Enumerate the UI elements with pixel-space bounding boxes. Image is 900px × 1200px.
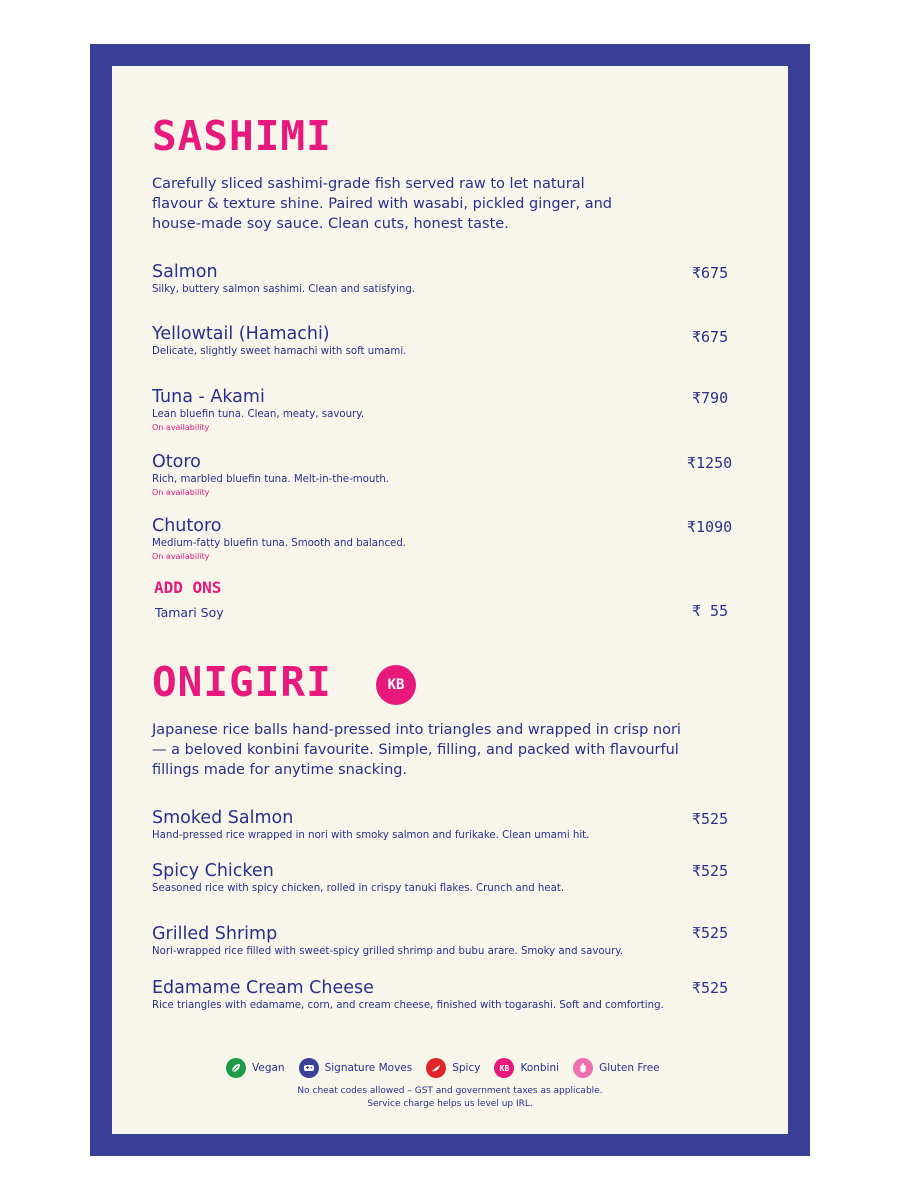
- item-price: ₹525: [692, 862, 729, 880]
- item-name: Salmon: [152, 262, 218, 282]
- menu-item: [152, 324, 742, 359]
- addon-price: ₹ 55: [692, 602, 729, 620]
- leaf-icon: [226, 1058, 246, 1078]
- item-name: Tuna - Akami: [152, 387, 265, 407]
- menu-item: [152, 452, 742, 498]
- menu-item: [152, 262, 742, 297]
- item-name: Grilled Shrimp: [152, 924, 278, 944]
- legend-label: Signature Moves: [324, 1062, 413, 1074]
- legend-item-spicy: [426, 1058, 480, 1078]
- item-price: ₹525: [692, 810, 729, 828]
- item-description: Lean bluefin tuna. Clean, meaty, savoury.: [152, 409, 365, 420]
- legend-label: Vegan: [252, 1062, 285, 1074]
- item-price: ₹675: [692, 264, 729, 282]
- section-title-onigiri: ONIGIRI: [152, 658, 332, 706]
- onigiri-intro: Japanese rice balls hand-pressed into triangles and wrapped in crisp nori — a beloved konbini favourite. Simple, filling, and packed with flavourful fillings made for anytime snacking.: [152, 722, 681, 778]
- item-name: Yellowtail (Hamachi): [152, 324, 330, 344]
- item-description: Delicate, slightly sweet hamachi with soft umami.: [152, 346, 407, 357]
- item-name: Smoked Salmon: [152, 808, 294, 828]
- menu-item: [152, 516, 742, 562]
- item-description: Silky, buttery salmon sashimi. Clean and satisfying.: [152, 284, 416, 295]
- legend-item-signature-moves: [299, 1058, 413, 1078]
- legend-label: Konbini: [520, 1062, 560, 1074]
- item-description: Seasoned rice with spicy chicken, rolled in crispy tanuki flakes. Crunch and heat.: [152, 883, 565, 894]
- menu-item: [152, 808, 742, 843]
- item-name: Edamame Cream Cheese: [152, 978, 374, 998]
- legend-item-vegan: [226, 1058, 285, 1078]
- footer-tax-note: No cheat codes allowed – GST and government taxes as applicable.: [297, 1086, 603, 1096]
- item-price: ₹525: [692, 979, 729, 997]
- controller-icon: [299, 1058, 319, 1078]
- dietary-legend: [226, 1057, 674, 1079]
- menu-item: [152, 861, 742, 896]
- item-name: Otoro: [152, 452, 201, 472]
- legend-label: Gluten Free: [599, 1062, 660, 1074]
- addon-name: Tamari Soy: [155, 605, 224, 620]
- menu-item: [152, 387, 742, 433]
- item-description: Hand-pressed rice wrapped in nori with smoky salmon and furikake. Clean umami hit.: [152, 830, 590, 841]
- item-price: ₹525: [692, 924, 729, 942]
- availability-note: On availability: [152, 423, 210, 432]
- availability-note: On availability: [152, 552, 210, 561]
- menu-item: [152, 978, 742, 1013]
- konbini-badge-icon: KB: [376, 665, 416, 705]
- item-description: Nori-wrapped rice filled with sweet-spicy grilled shrimp and bubu arare. Smoky and savoury.: [152, 946, 624, 957]
- footer-service-note: Service charge helps us level up IRL.: [367, 1099, 533, 1109]
- item-name: Spicy Chicken: [152, 861, 274, 881]
- section-title-sashimi: SASHIMI: [152, 112, 332, 160]
- item-description: Rice triangles with edamame, corn, and cream cheese, finished with togarashi. Soft and comforting.: [152, 1000, 664, 1011]
- legend-item-konbini: [494, 1058, 559, 1078]
- item-description: Rich, marbled bluefin tuna. Melt-in-the-mouth.: [152, 474, 390, 485]
- kb-icon: KB: [494, 1058, 514, 1078]
- menu-item: [152, 924, 742, 959]
- item-price: ₹1090: [687, 518, 733, 536]
- addons-heading: ADD ONS: [154, 578, 222, 597]
- item-price: ₹675: [692, 328, 729, 346]
- legend-item-gluten-free: [573, 1058, 660, 1078]
- availability-note: On availability: [152, 488, 210, 497]
- item-name: Chutoro: [152, 516, 222, 536]
- chili-icon: [426, 1058, 446, 1078]
- item-price: ₹790: [692, 389, 729, 407]
- wheat-icon: [573, 1058, 593, 1078]
- item-description: Medium-fatty bluefin tuna. Smooth and balanced.: [152, 538, 407, 549]
- legend-label: Spicy: [452, 1062, 481, 1074]
- item-price: ₹1250: [687, 454, 733, 472]
- sashimi-intro: Carefully sliced sashimi-grade fish served raw to let natural flavour & texture shine. Paired with wasabi, pickled ginger, and house-made soy sauce. Clean cuts, honest taste.: [152, 176, 612, 232]
